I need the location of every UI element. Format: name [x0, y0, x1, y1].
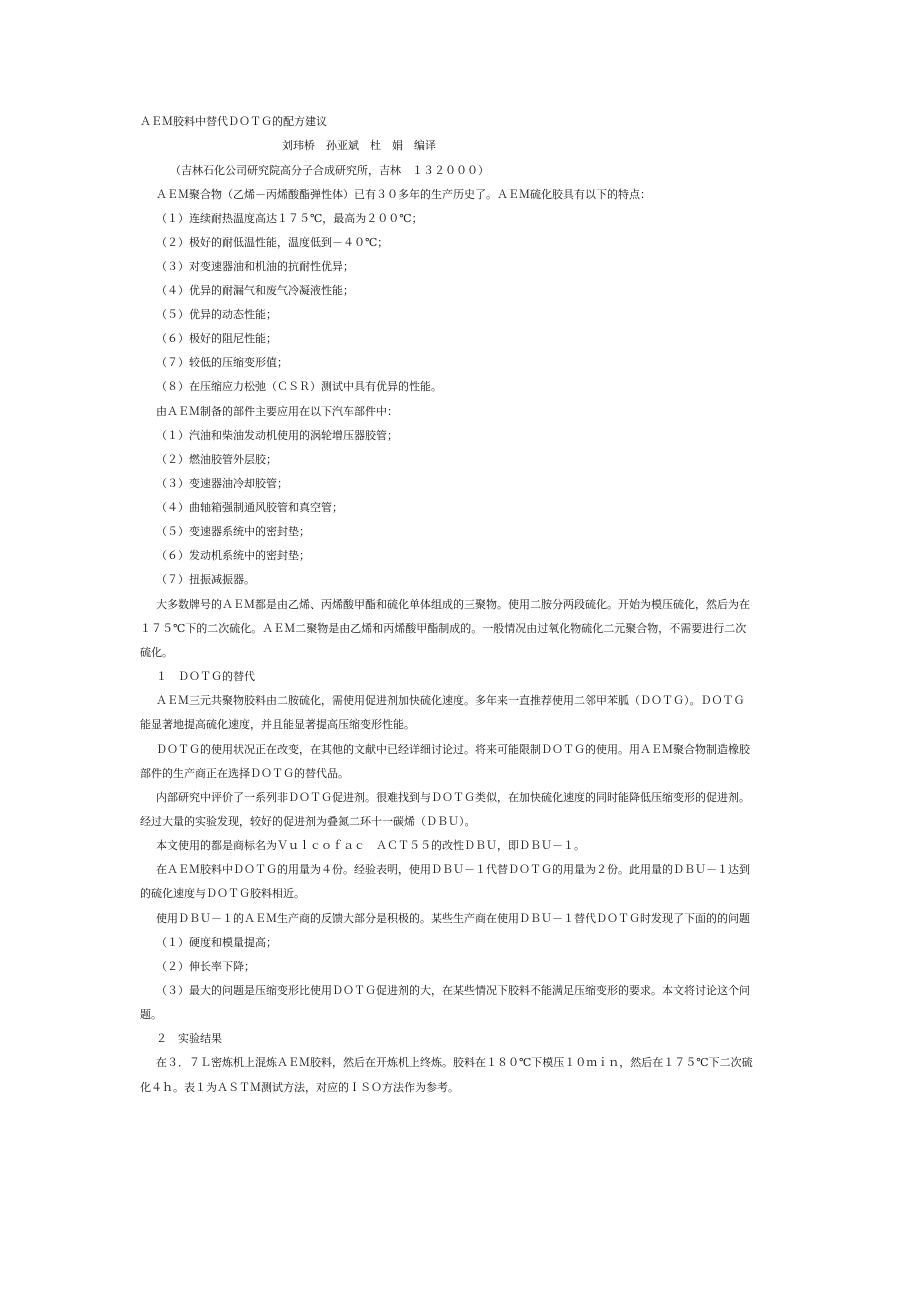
feature-item: （８）在压缩应力松弛（ＣＳＲ）测试中具有优异的性能。: [156, 380, 442, 393]
paragraph-line: 本文使用的都是商标名为Ｖｕｌｃｏｆａｃ ＡＣＴ５５的改性ＤＢＵ，即ＤＢＵ－１。: [156, 839, 585, 852]
paragraph-line: 在ＡＥＭ胶料中ＤＯＴＧ的用量为４份。经验表明，使用ＤＢＵ－１代替ＤＯＴＧ的用量为２份。此用量的ＤＢＵ－１达到: [156, 863, 750, 876]
application-item: （３）变速器油冷却胶管；: [156, 477, 288, 490]
paragraph-line: 的硫化速度与ＤＯＴＧ胶料相近。: [140, 887, 305, 900]
application-item: （１）汽油和柴油发动机使用的涡轮增压器胶管；: [156, 429, 398, 442]
section-heading-1: １ ＤＯＴＧ的替代: [156, 670, 255, 683]
paragraph-line: ＡＥＭ三元共聚物胶料由二胺硫化，需使用促进剂加快硫化速度。多年来一直推荐使用二邻甲苯胍（ＤＯＴＧ）。ＤＯＴＧ: [156, 694, 745, 707]
feature-item: （２）极好的耐低温性能，温度低到－４０℃；: [156, 236, 389, 249]
section-heading-2: ２ 实验结果: [156, 1032, 222, 1045]
grades-paragraph-line: 硫化。: [140, 646, 173, 659]
feature-item: （４）优异的耐漏气和废气冷凝液性能；: [156, 284, 354, 297]
paragraph-line: ＤＯＴＧ的使用状况正在改变，在其他的文献中已经详细讨论过。将来可能限制ＤＯＴＧ的使用。用ＡＥＭ聚合物制造橡胶: [156, 743, 750, 756]
feature-item: （６）极好的阻尼性能；: [156, 332, 277, 345]
application-item: （２）燃油胶管外层胶；: [156, 453, 277, 466]
applications-intro: 由ＡＥＭ制备的部件主要应用在以下汽车部件中：: [156, 405, 398, 418]
paragraph-line: 化４ｈ。表１为ＡＳＴＭ测试方法，对应的ＩＳＯ方法作为参考。: [140, 1081, 459, 1094]
problem-item-continued: 题。: [140, 1008, 162, 1021]
problem-item: （２）伸长率下降；: [156, 960, 255, 973]
feature-item: （５）优异的动态性能；: [156, 308, 277, 321]
paragraph-line: 在３．７Ｌ密炼机上混炼ＡＥＭ胶料，然后在开炼机上终炼。胶料在１８０℃下模压１０ｍｉｎ，然后在１７５℃下二次硫: [156, 1056, 753, 1069]
application-item: （６）发动机系统中的密封垫；: [156, 549, 310, 562]
paragraph-line: 内部研究中评价了一系列非ＤＯＴＧ促进剂。很难找到与ＤＯＴＧ类似，在加快硫化速度的同时能降低压缩变形的促进剂。: [156, 791, 750, 804]
paragraph-line: 经过大量的实验发现，较好的促进剂为叠氮二环十一碳烯（ＤＢＵ）。: [140, 815, 476, 828]
doc-title: ＡＥＭ胶料中替代ＤＯＴＧ的配方建议: [140, 115, 327, 128]
application-item: （４）曲轴箱强制通风胶管和真空管；: [156, 501, 343, 514]
feature-item: （７）较低的压缩变形值；: [156, 356, 288, 369]
intro-paragraph: ＡＥＭ聚合物（乙烯－丙烯酸酯弹性体）已有３０多年的生产历史了。ＡＥＭ硫化胶具有以下的特点：: [156, 188, 651, 201]
feature-item: （１）连续耐热温度高达１７５℃，最高为２００℃；: [156, 212, 423, 225]
paragraph-line: 能显著地提高硫化速度，并且能显著提高压缩变形性能。: [140, 718, 415, 731]
affiliation: （吉林石化公司研究院高分子合成研究所，吉林 １３２０００）: [170, 164, 489, 177]
problem-item: （１）硬度和模量提高；: [156, 936, 277, 949]
feature-item: （３）对变速器油和机油的抗耐性优异；: [156, 260, 354, 273]
paragraph-line: 使用ＤＢＵ－１的ＡＥＭ生产商的反馈大部分是积极的。某些生产商在使用ＤＢＵ－１替代ＤＯＴＧ时发现了下面的的问题: [156, 912, 750, 925]
grades-paragraph-line: 大多数牌号的ＡＥＭ都是由乙烯、丙烯酸甲酯和硫化单体组成的三聚物。使用二胺分两段硫化。开始为模压硫化，然后为在: [156, 598, 750, 611]
paragraph-line: 部件的生产商正在选择ＤＯＴＧ的替代品。: [140, 767, 349, 780]
problem-item: （３）最大的问题是压缩变形比使用ＤＯＴＧ促进剂的大，在某些情况下胶料不能满足压缩变形的要求。本文将讨论这个问: [156, 984, 750, 997]
application-item: （７）扭振减振器。: [156, 573, 255, 586]
application-item: （５）变速器系统中的密封垫；: [156, 525, 310, 538]
authors: 刘玮桥 孙亚斌 杜 娟 编译: [282, 139, 436, 152]
grades-paragraph-line: １７５℃下的二次硫化。ＡＥＭ二聚物是由乙烯和丙烯酸甲酯制成的。一般情况由过氧化物硫化二元聚合物，不需要进行二次: [140, 622, 747, 635]
